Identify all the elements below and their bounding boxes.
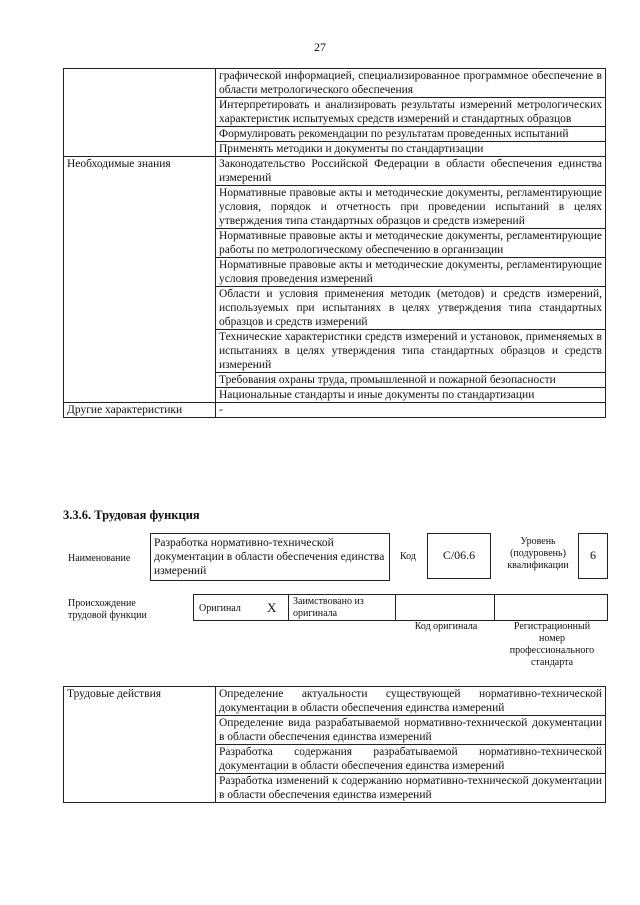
table-row xyxy=(64,716,606,745)
table-row xyxy=(64,127,606,142)
table-row xyxy=(64,745,606,774)
original-box xyxy=(193,594,289,621)
row-label xyxy=(64,774,216,803)
row-label xyxy=(64,98,216,127)
row-text: Нормативные правовые акты и методические документы, регламентирующие условия проведения измерений xyxy=(216,258,606,287)
row-text: Национальные стандарты и иные документы по стандартизации xyxy=(216,388,606,403)
labor-actions-table xyxy=(63,686,606,803)
section-heading: 3.3.6. Трудовая функция xyxy=(63,508,200,522)
origin-label: Происхождение трудовой функции xyxy=(68,598,147,621)
row-text: Области и условия применения методик (методов) и средств измерений, используемых при испытаниях в целях утверждения типа стандартных образцов и средств измерений xyxy=(216,287,606,330)
code-box xyxy=(427,533,491,579)
row-text: Нормативные правовые акты и методические документы, регламентирующие условия, порядок и отчетность при проведении испытаний в целях утверждения типа стандартных образцов и средств измерений xyxy=(216,186,606,229)
row-text: Определение вида разрабатываемой нормативно-технической документации в области обеспечения единства измерений xyxy=(216,716,606,745)
table-row xyxy=(64,373,606,388)
row-text: Применять методики и документы по стандартизации xyxy=(216,142,606,157)
row-label xyxy=(64,716,216,745)
row-label xyxy=(64,186,216,229)
row-text: Разработка содержания разрабатываемой нормативно-технической документации в области обеспечения единства измерений xyxy=(216,745,606,774)
row-text: Разработка изменений к содержанию нормативно-технической документации в области обеспечения единства измерений xyxy=(216,774,606,803)
code-label: Код xyxy=(400,551,416,562)
original-label: Оригинал xyxy=(199,603,241,614)
reg-number-label: Регистрационный номер профессионального стандарта xyxy=(509,621,595,668)
name-label: Наименование xyxy=(68,553,131,564)
level-label: Уровень (подуровень) квалификации xyxy=(507,536,569,571)
row-text: Технические характеристики средств измерений и установок, применяемых в испытаниях в целях утверждения типа стандартных образцов и средств измерений xyxy=(216,330,606,373)
row-text: Интерпретировать и анализировать результаты измерений метрологических характеристик испытуемых средств измерений и стандартных образцов xyxy=(216,98,606,127)
row-label: Трудовые действия xyxy=(64,687,216,716)
row-label xyxy=(64,373,216,388)
row-text: Законодательство Российской Федерации в области обеспечения единства измерений xyxy=(216,157,606,186)
table-row xyxy=(64,98,606,127)
table-row xyxy=(64,287,606,330)
row-label xyxy=(64,287,216,330)
borrowed-box xyxy=(288,594,396,621)
row-label xyxy=(64,388,216,403)
table-row xyxy=(64,157,606,186)
table-row xyxy=(64,774,606,803)
row-text: - xyxy=(216,403,606,418)
code-original-box xyxy=(395,594,495,621)
level-value: 6 xyxy=(590,548,596,562)
table-row xyxy=(64,258,606,287)
row-text: графической информацией, специализированное программное обеспечение в области метрологического обеспечения xyxy=(216,69,606,98)
code-value: C/06.6 xyxy=(442,548,476,562)
table-row xyxy=(64,186,606,229)
row-label xyxy=(64,229,216,258)
row-label xyxy=(64,745,216,774)
table-row xyxy=(64,142,606,157)
code-original-label: Код оригинала xyxy=(414,621,478,632)
table-row xyxy=(64,330,606,373)
row-label: Необходимые знания xyxy=(64,157,216,186)
row-label xyxy=(64,258,216,287)
row-label: Другие характеристики xyxy=(64,403,216,418)
page-number: 27 xyxy=(314,40,326,54)
row-text: Определение актуальности существующей нормативно-технической документации в области обеспечения единства измерений xyxy=(216,687,606,716)
level-box xyxy=(578,533,608,579)
row-label xyxy=(64,142,216,157)
row-text: Требования охраны труда, промышленной и пожарной безопасности xyxy=(216,373,606,388)
function-name-box xyxy=(150,533,390,581)
row-label xyxy=(64,127,216,142)
borrowed-label: Заимствовано из оригинала xyxy=(293,596,364,619)
row-text: Нормативные правовые акты и методические документы, регламентирующие работы по метрологическому обеспечению в организации xyxy=(216,229,606,258)
table-row xyxy=(64,687,606,716)
table-row xyxy=(64,388,606,403)
row-label xyxy=(64,69,216,98)
table-row xyxy=(64,69,606,98)
row-label xyxy=(64,330,216,373)
function-name-value: Разработка нормативно-технической документации в области обеспечения единства измерений xyxy=(154,537,385,577)
row-text: Формулировать рекомендации по результатам проведенных испытаний xyxy=(216,127,606,142)
table-row xyxy=(64,229,606,258)
reg-number-box xyxy=(494,594,608,621)
original-mark: X xyxy=(267,600,277,615)
table-row xyxy=(64,403,606,418)
skills-knowledge-table xyxy=(63,68,606,418)
